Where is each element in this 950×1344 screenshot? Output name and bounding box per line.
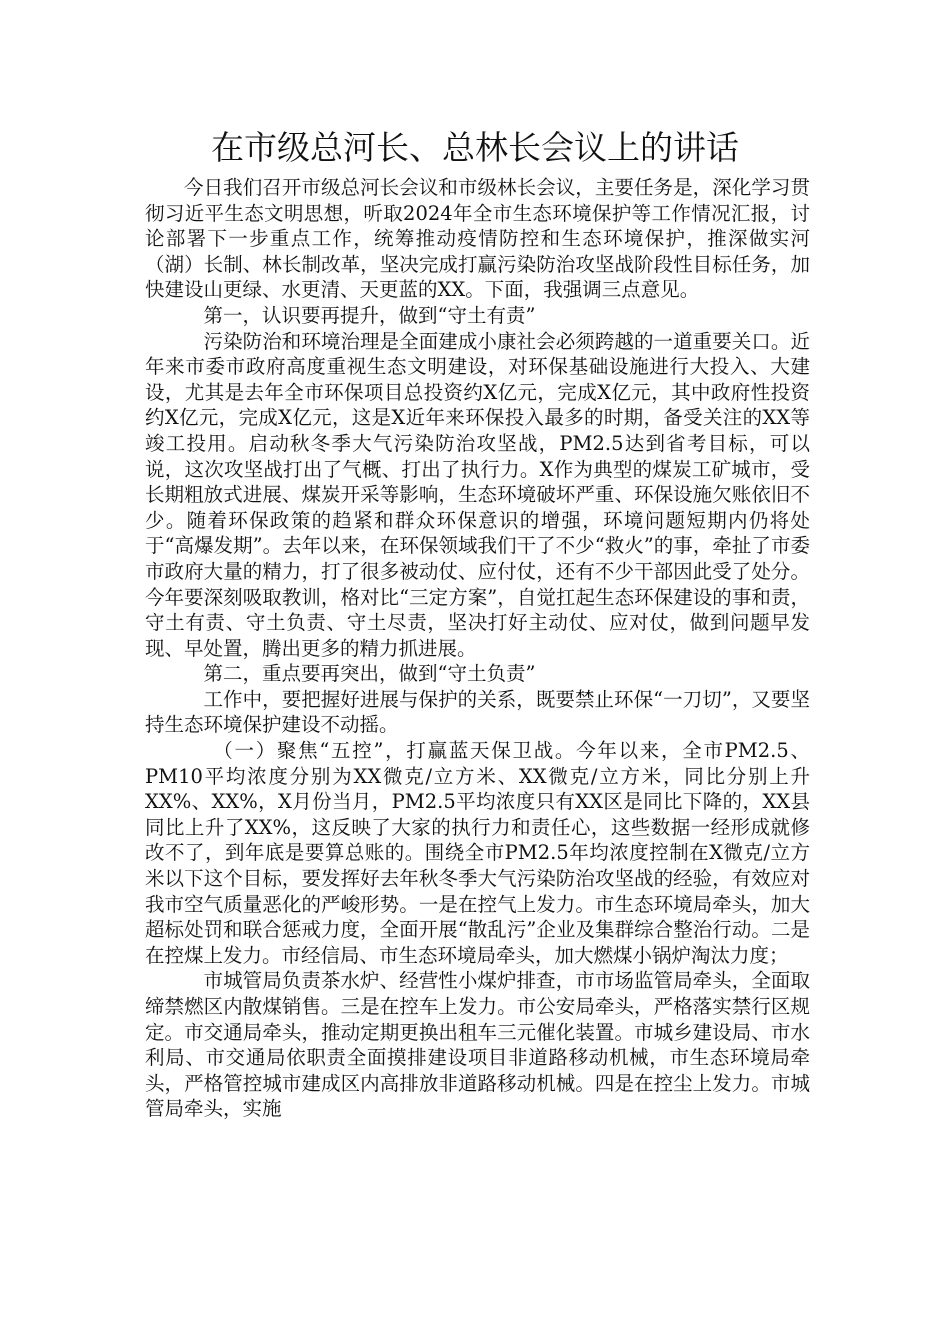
document-body: [145, 175, 810, 1122]
section-heading-first: 第一，认识要再提升，做到“守土有责”: [203, 303, 536, 327]
document-title: 在市级总河长、总林长会议上的讲话: [211, 128, 739, 167]
paragraph-continued: 市城管局负责茶水炉、经营性小煤炉排查，市市场监管局牵头，全面取缔禁燃区内散煤销售。三是在控车上发力。市公安局牵头，严格落实禁行区规定。市交通局牵头，推动定期更换出租车三元催化装置。市城乡建设局、市水利局、市交通局依职责全面摸排建设项目非道路移动机械，市生态环境局牵头，严格管控城市建成区内高排放非道路移动机械。四是在控尘上发力。市城管局牵头，实施: [145, 969, 810, 1121]
paragraph-intro: 今日我们召开市级总河长会议和市级林长会议，主要任务是，深化学习贯彻习近平生态文明思想，听取2024年全市生态环境保护等工作情况汇报，讨论部署下一步重点工作，统筹推动疫情防控和生态环境保护，推深做实河（湖）长制、林长制改革，坚决完成打赢污染防治攻坚战阶段性目标任务，加快建设山更绿、水更清、天更蓝的XX。下面，我强调三点意见。: [145, 176, 810, 302]
paragraph-first-body: 污染防治和环境治理是全面建成小康社会必须跨越的一道重要关口。近年来市委市政府高度重视生态文明建设，对环保基础设施进行大投入、大建设，尤其是去年全市环保项目总投资约X亿元，完成X亿元，其中政府性投资约X亿元，完成X亿元，这是X近年来环保投入最多的时期，备受关注的XX等竣工投用。启动秋冬季大气污染防治攻坚战，PM2.5达到省考目标，可以说，这次攻坚战打出了气概、打出了执行力。X作为典型的煤炭工矿城市，受长期粗放式进展、煤炭开采等影响，生态环境破坏严重、环保设施欠账依旧不少。随着环保政策的趋紧和群众环保意识的增强，环境问题短期内仍将处于“高爆发期”。去年以来，在环保领域我们干了不少“救火”的事，牵扯了市委市政府大量的精力，打了很多被动仗、应付仗，还有不少干部因此受了处分。今年要深刻吸取教训，格对比“三定方案”，自觉扛起生态环保建设的事和责，守土有责、守土负责、守土尽责，坚决打好主动仗、应对仗，做到问题早发现、早处置，腾出更多的精力抓进展。: [145, 329, 810, 660]
section-heading-second: 第二，重点要再突出，做到“守土负责”: [203, 662, 536, 686]
paragraph-five-controls: （一）聚焦“五控”，打赢蓝天保卫战。今年以来，全市PM2.5、PM10平均浓度分别为XX微克/立方米、XX微克/立方米，同比分别上升XX%、XX%，X月份当月，PM2.5平均浓度只有XX区是同比下降的，XX县同比上升了XX%，这反映了大家的执行力和责任心，这些数据一经形成就修改不了，到年底是要算总账的。围绕全市PM2.5年均浓度控制在X微克/立方米以下这个目标，要发挥好去年秋冬季大气污染防治攻坚战的经验，有效应对我市空气质量恶化的严峻形势。一是在控气上发力。市生态环境局牵头，加大超标处罚和联合惩戒力度，全面开展“散乱污”企业及集群综合整治行动。二是在控煤上发力。市经信局、市生态环境局牵头，加大燃煤小锅炉淘汰力度；: [145, 739, 810, 967]
paragraph-second-intro: 工作中，要把握好进展与保护的关系，既要禁止环保“一刀切”，又要坚持生态环境保护建设不动摇。: [145, 687, 810, 737]
